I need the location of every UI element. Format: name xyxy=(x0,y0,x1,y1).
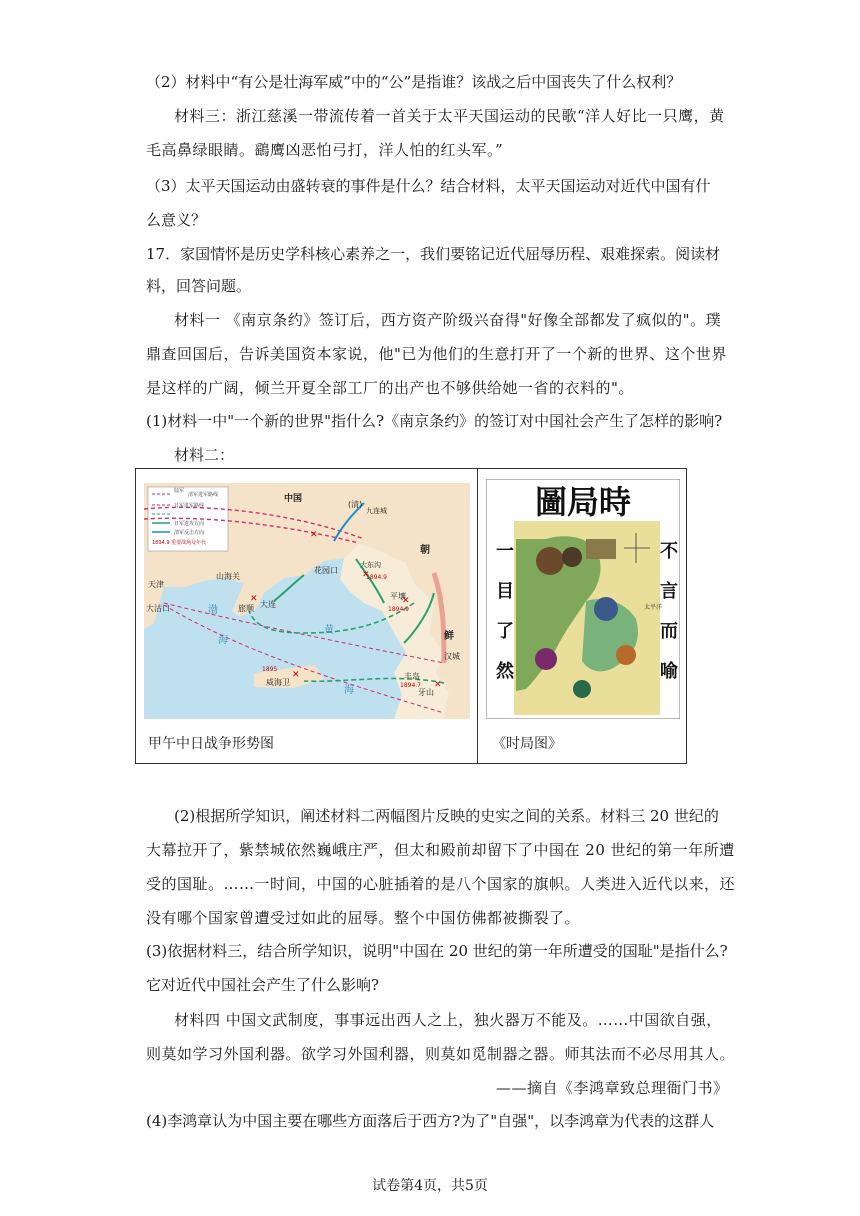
poster-title: 圖局時 xyxy=(534,483,632,521)
material-3b-line-2: 受的国耻。……一时间，中国的心脏插着的是八个国家的旗帜。人类进入近代以来，还 xyxy=(146,875,736,893)
material-3-line-1: 材料三：浙江慈溪一带流传着一首关于太平天国运动的民歌“洋人好比一只鹰，黄 xyxy=(174,107,725,125)
poster-right-char-4: 喻 xyxy=(660,661,678,682)
material-1-line-2: 鼎查回国后，告诉美国资本家说，他"已为他们的生意打开了一个新的世界、这个世界 xyxy=(146,345,727,363)
question-17-2: (2)根据所学知识，阐述材料二两幅图片反映的史实之间的关系。材料三 20 世纪的 xyxy=(174,807,719,825)
map-label-xian: 鲜 xyxy=(444,631,454,642)
map-label-dagukou: 大沽口 xyxy=(146,604,170,613)
map-label-hai-1: 海 xyxy=(218,635,228,646)
map-label-hancheng: 汉城 xyxy=(444,652,460,661)
material-3b-line-3: 没有哪个国家曾遭受过如此的屈辱。整个中国仿佛都被撕裂了。 xyxy=(146,909,581,927)
material-4-source: ——摘自《李鸿章致总理衙门书》 xyxy=(496,1079,729,1097)
map-label-chao: 朝 xyxy=(420,545,430,556)
legend-item-0: 陆军 xyxy=(174,488,185,494)
map-caption: 甲午中日战争形势图 xyxy=(148,736,274,752)
question-3: （3）太平天国运动由盛转衰的事件是什么？结合材料，太平天国运动对近代中国有什 xyxy=(146,177,711,195)
map-label-shanhaiguan: 山海关 xyxy=(216,572,240,581)
map-date-2: 1894.9 xyxy=(388,606,409,613)
map-label-huang: 黄 xyxy=(324,625,334,636)
material-1-line-3: 是这样的广阔，倾兰开夏全部工厂的出产也不够供给她一省的衣料的"。 xyxy=(146,379,634,397)
legend-item-2: 日军进军路线 xyxy=(174,503,205,509)
sino-japanese-war-map xyxy=(144,483,470,719)
battle-marker-icon: ✕ xyxy=(310,530,318,540)
page-footer: 试卷第4页，共5页 xyxy=(372,1178,488,1194)
map-label-bo: 渤 xyxy=(208,605,218,616)
map-label-dadonggou: 大东沟 xyxy=(360,561,381,569)
legend-item-1: 清军进军路线 xyxy=(188,492,219,498)
question-17-stem: 17．家国情怀是历史学科核心素养之一，我们要铭记近代屈辱历程、艰难探索。阅读材 xyxy=(146,245,721,263)
figure-divider xyxy=(477,469,478,763)
material-4-line-2: 则莫如学习外国利器。欲学习外国利器，则莫如觅制器之器。师其法而不必尽用其人。 xyxy=(146,1045,736,1063)
map-label-weihaiwei: 威海卫 xyxy=(266,678,290,687)
material-2-label: 材料二： xyxy=(174,446,235,464)
battle-marker-icon: ✕ xyxy=(292,670,300,680)
question-17-4: (4)李鸿章认为中国主要在哪些方面落后于西方?为了"自强"，以李鸿章为代表的这群人 xyxy=(146,1112,715,1130)
material-1-line-1: 材料一 《南京条约》签订后，西方资产阶级兴奋得"好像全部都发了疯似的"。璞 xyxy=(174,311,722,329)
legend-item-5: 1894.9 重要战场及年代 xyxy=(152,540,207,546)
legend-item-4: 清军反击方向 xyxy=(174,530,205,536)
map-label-hai-2: 海 xyxy=(344,685,354,696)
question-2: （2）材料中“有公是壮海军威”中的“公”是指谁？该战之后中国丧失了什么权利？ xyxy=(146,73,682,91)
map-label-qing: (清) xyxy=(348,500,363,509)
map-label-huayuankou: 花园口 xyxy=(314,566,338,575)
battle-marker-icon: ✕ xyxy=(250,594,258,604)
material-2-figure xyxy=(135,468,687,764)
battle-marker-icon: ✕ xyxy=(402,596,410,606)
poster-left-char-3: 了 xyxy=(496,621,514,642)
map-label-fengdao: 丰岛 xyxy=(404,672,420,681)
poster-left-char-2: 目 xyxy=(496,581,514,602)
battle-marker-icon: ✕ xyxy=(362,570,370,580)
question-17-1: (1)材料一中"一个新的世界"指什么?《南京条约》的签订对中国社会产生了怎样的影响? xyxy=(146,412,723,430)
map-label-china: 中国 xyxy=(284,494,303,504)
material-3-line-2: 毛高鼻绿眼睛。鷂鹰凶恶怕弓打，洋人怕的红头军。” xyxy=(146,141,504,159)
legend-item-3: 日军进攻方向 xyxy=(174,521,205,527)
material-4-line-1: 材料四 中国文武制度，事事远出西人之上，独火器万不能及。……中国欲自强， xyxy=(174,1011,722,1029)
poster-left-char-1: 一 xyxy=(496,541,514,562)
map-date-4: 1895 xyxy=(262,666,278,673)
question-17-3-cont: 它对近代中国社会产生了什么影响? xyxy=(146,976,380,994)
shijutu-poster xyxy=(486,479,680,719)
map-date-3: 1894.7 xyxy=(400,682,421,689)
question-3-cont: 么意义？ xyxy=(146,211,207,229)
map-label-pingrang: 平壤 xyxy=(390,592,406,601)
question-17-3: (3)依据材料三，结合所学知识，说明"中国在 20 世纪的第一年所遭受的国耻"是指什么? xyxy=(146,942,728,960)
battle-marker-icon: ✕ xyxy=(434,680,442,690)
map-label-yashan: 牙山 xyxy=(418,688,434,697)
map-label-dalian: 大连 xyxy=(260,600,276,609)
poster-caption: 《时局图》 xyxy=(492,736,562,752)
poster-right-char-2: 言 xyxy=(660,581,678,602)
poster-left-char-4: 然 xyxy=(496,661,514,682)
map-label-tianjin: 天津 xyxy=(148,580,164,589)
map-date-1: 1894.9 xyxy=(366,574,387,581)
map-label-lvshun: 旅顺 xyxy=(238,604,254,613)
material-3b-line-1: 大幕拉开了，紫禁城依然巍峨庄严，但太和殿前却留下了中国在 20 世纪的第一年所遭 xyxy=(146,841,735,859)
poster-right-char-3: 而 xyxy=(660,621,678,642)
poster-ocean-label: 太平洋 xyxy=(644,604,663,611)
poster-right-char-1: 不 xyxy=(660,541,678,562)
question-17-stem-cont: 料，回答问题。 xyxy=(146,277,252,295)
map-label-jiuliancheng: 九连城 xyxy=(366,507,387,515)
